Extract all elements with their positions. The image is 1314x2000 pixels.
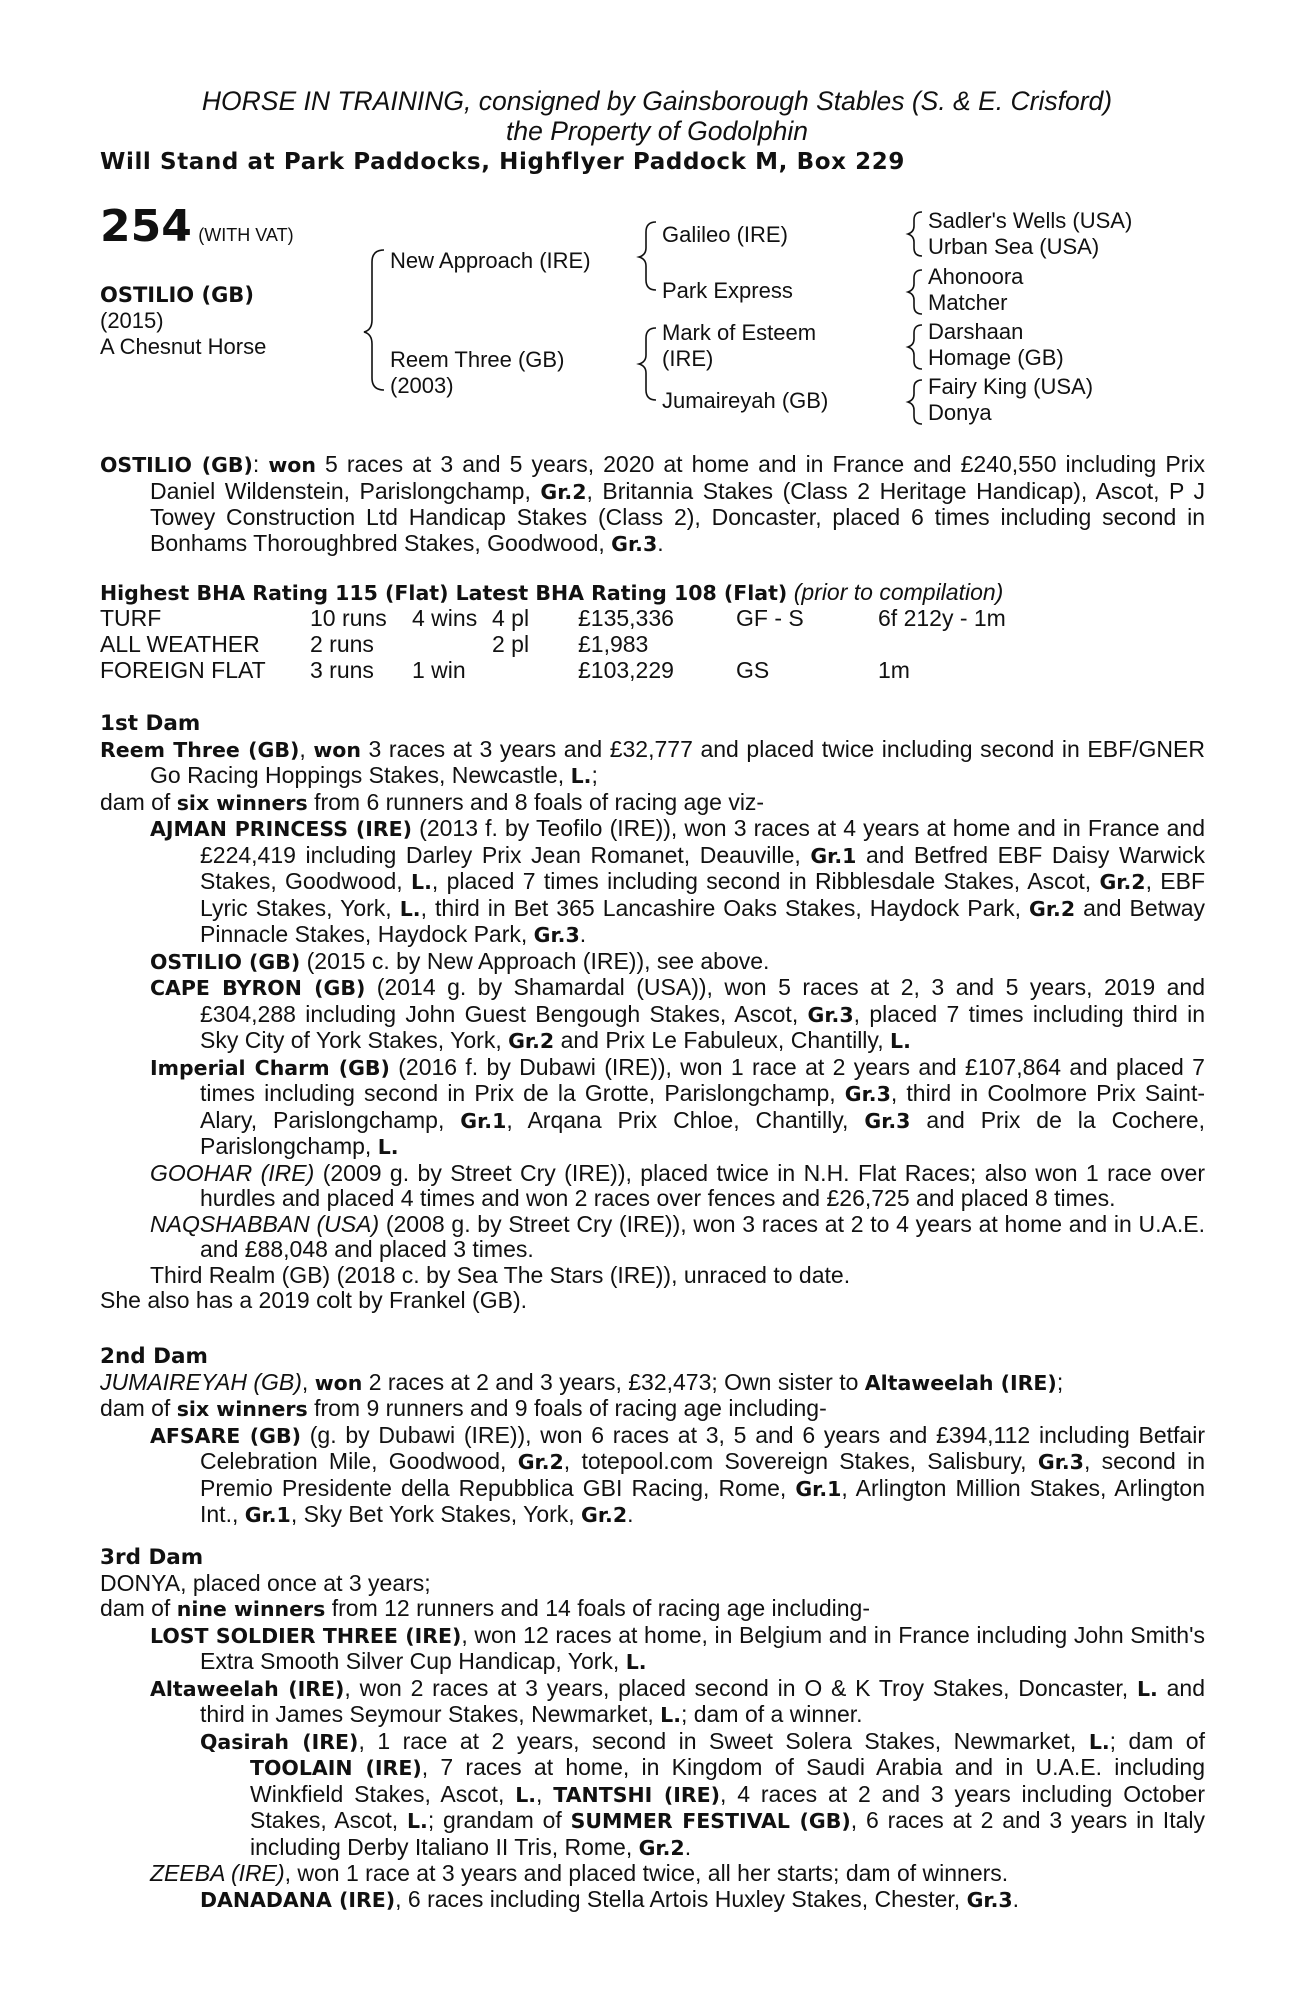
pedigree-dam: Reem Three (GB) [390, 347, 565, 372]
afsare-name: AFSARE (GB) [150, 1423, 301, 1448]
goohar-name: GOOHAR (IRE) [150, 1159, 315, 1186]
pedigree-sire-sire: Galileo (IRE) [662, 222, 788, 247]
second-dam-heading: 2nd Dam [100, 1344, 208, 1369]
pedigree-g1: Sadler's Wells (USA) [928, 208, 1133, 233]
ajman-princess-name: AJMAN PRINCESS (IRE) [150, 817, 413, 841]
cape-byron-name: CAPE BYRON (GB) [150, 976, 366, 1000]
imperial-charm-name: Imperial Charm (GB) [150, 1055, 390, 1080]
ostilio-name: OSTILIO (GB) [150, 949, 301, 974]
second-dam-name: JUMAIREYAH (GB) [100, 1368, 302, 1395]
pedigree-dam-year: (2003) [390, 373, 454, 398]
table-row: FOREIGN FLAT 3 runs 1 win £103,229 GS 1m [100, 657, 910, 683]
ratings-bold: Highest BHA Rating 115 (Flat) Latest BHA Rating 108 (Flat) [100, 581, 788, 605]
pedigree-g4: Matcher [928, 290, 1008, 315]
naqshabban-name: NAQSHABBAN (USA) [150, 1210, 380, 1237]
lot-number: 254 [100, 201, 192, 252]
pedigree-g6: Homage (GB) [928, 345, 1064, 370]
second-dam-section: 2nd Dam JUMAIREYAH (GB), won 2 races at 2 and 3 years, £32,473; Own sister to Altaweelah (IRE); dam of six winners from 9 runners and 9 foals of racing age including- AFSARE (GB) (g. by Dubawi (IRE)), won 6 races at 3, 5 and 6 years and £394,112 including Betfair Celebration Mile, Goodwood, Gr.2, totepool.com Sovereign Stakes, Salisbury, Gr.3, second in Premio Presidente della Repubblica GBI Racing, Rome, Gr.1, Arlington Million Stakes, Arlington Int., Gr.1, Sky Bet York Stakes, York, Gr.2. [100, 1344, 1205, 1527]
altaweelah-name: Altaweelah (IRE) [150, 1676, 345, 1701]
first-dam-section: 1st Dam Reem Three (GB), won 3 races at 3 years and £32,777 and placed twice including second in EBF/GNER Go Racing Hoppings Stakes, Newcastle, L.; dam of six winners from 6 runners and 8 foals of racing age viz- AJMAN PRINCESS (IRE) (2013 f. by Teofilo (IRE)), won 3 races at 4 years at home and in France and £224,419 including Darley Prix Jean Romanet, Deauville, Gr.1 and Betfred EBF Daisy Warwick Stakes, Goodwood, L., placed 7 times including second in Ribblesdale Stakes, Ascot, Gr.2, EBF Lyric Stakes, York, L., third in Bet 365 Lancashire Oaks Stakes, Haydock Park, Gr.2 and Betway Pinnacle Stakes, Haydock Park, Gr.3. OSTILIO (GB) (2015 c. by New Approach (IRE)), see above. CAPE BYRON (GB) (2014 g. by Shamardal (USA)), won 5 races at 2, 3 and 5 years, 2019 and £304,288 including John Guest Bengough Stakes, Ascot, Gr.3, placed 7 times including third in Sky City of York Stakes, York, Gr.2 and Prix Le Fabuleux, Chantilly, L. Imperial Charm (GB) (2016 f. by Dubawi (IRE)), won 1 race at 2 years and £107,864 and placed 7 times including second in Prix de la Grotte, Parislongchamp, Gr.3, third in Coolmore Prix Saint-Alary, Parislongchamp, Gr.1, Arqana Prix Chloe, Chantilly, Gr.3 and Prix de la Cochere, Parislongchamp, L. GOOHAR (IRE) (2009 g. by Street Cry (IRE)), placed twice in N.H. Flat Races; also won 1 race over hurdles and placed 4 times and won 2 races over fences and £26,725 and placed 8 times. NAQSHABBAN (USA) (2008 g. by Street Cry (IRE)), won 3 races at 2 to 4 years at home and in U.A.E. and £88,048 and placed 3 times. Third Realm (GB) (2018 c. by Sea The Stars (IRE)), unraced to date. She also has a 2019 colt by Frankel (GB). [100, 711, 1206, 1313]
qasirah-name: Qasirah (IRE) [200, 1729, 359, 1754]
third-realm-line: Third Realm (GB) (2018 c. by Sea The Stars (IRE)), unraced to date. [150, 1261, 851, 1288]
table-row: ALL WEATHER 2 runs 2 pl £1,983 [100, 631, 649, 657]
third-dam-section: 3rd Dam DONYA, placed once at 3 years; dam of nine winners from 12 runners and 14 foals of racing age including- LOST SOLDIER THREE (IRE), won 12 races at home, in Belgium and in France including John Smith's Extra Smooth Silver Cup Handicap, York, L. Altaweelah (IRE), won 2 races at 3 years, placed second in O & K Troy Stakes, Doncaster, L. and third in James Seymour Stakes, Newmarket, L.; dam of a winner. Qasirah (IRE), 1 race at 2 years, second in Sweet Solera Stakes, Newmarket, L.; dam of TOOLAIN (IRE), 7 races at home, in Kingdom of Saudi Arabia and in U.A.E. including Winkfield Stakes, Ascot, L., TANTSHI (IRE), 4 races at 2 and 3 years including October Stakes, Ascot, L.; grandam of SUMMER FESTIVAL (GB), 6 races at 2 and 3 years in Italy including Derby Italiano II Tris, Rome, Gr.2. ZEEBA (IRE), won 1 race at 3 years and placed twice, all her starts; dam of winners. DANADANA (IRE), 6 races including Stella Artois Huxley Stakes, Chester, Gr.3. [100, 1545, 1206, 1912]
third-dam-heading: 3rd Dam [100, 1545, 204, 1570]
pedigree-g2: Urban Sea (USA) [928, 234, 1100, 259]
first-dam-heading: 1st Dam [100, 711, 201, 736]
horse-name: OSTILIO (GB) [100, 283, 254, 307]
zeeba-name: ZEEBA (IRE) [150, 1860, 285, 1886]
pedigree-dam-sire: Mark of Esteem [662, 320, 817, 345]
horse-description: A Chesnut Horse [100, 334, 267, 359]
table-row: TURF 10 runs 4 wins 4 pl £135,336 GF - S 6f 212y - 1m [100, 605, 1006, 631]
pedigree-dam-sire-2: (IRE) [662, 346, 714, 371]
pedigree-dam-dam: Jumaireyah (GB) [662, 388, 829, 413]
race-record-table [100, 605, 1006, 683]
pedigree-g3: Ahonoora [928, 264, 1024, 289]
pedigree-sire-dam: Park Express [662, 278, 793, 303]
property-line: the Property of Godolphin [506, 116, 808, 146]
bha-ratings [100, 580, 1205, 607]
location-line: Will Stand at Park Paddocks, Highflyer Paddock M, Box 229 [100, 149, 905, 175]
race-summary: OSTILIO (GB): won 5 races at 3 and 5 years, 2020 at home and in France and £240,550 including Prix Daniel Wildenstein, Parislongchamp, Gr.2, Britannia Stakes (Class 2 Heritage Handicap), Ascot, P J Towey Construction Ltd Handicap Stakes (Class 2), Doncaster, placed 6 times including second in Bonhams Thoroughbred Stakes, Goodwood, Gr.3. [100, 451, 1205, 556]
also-colt-line: She also has a 2019 colt by Frankel (GB). [100, 1287, 527, 1313]
pedigree-sire: New Approach (IRE) [390, 248, 591, 273]
consignor-line: HORSE IN TRAINING, consigned by Gainsborough Stables (S. & E. Crisford) [201, 86, 1113, 116]
danadana-name: DANADANA (IRE) [200, 1887, 396, 1912]
horse-year: (2015) [100, 308, 164, 333]
vat-label: (WITH VAT) [198, 225, 294, 245]
ratings-note: (prior to compilation) [787, 579, 1004, 605]
summary-horse-name: OSTILIO (GB) [100, 453, 253, 477]
lost-soldier-name: LOST SOLDIER THREE (IRE) [150, 1623, 462, 1648]
first-dam-name: Reem Three (GB) [100, 737, 300, 762]
pedigree-g8: Donya [928, 400, 992, 425]
pedigree-g7: Fairy King (USA) [928, 374, 1094, 399]
third-dam-line: DONYA, placed once at 3 years; [100, 1569, 431, 1596]
pedigree-g5: Darshaan [928, 319, 1024, 344]
